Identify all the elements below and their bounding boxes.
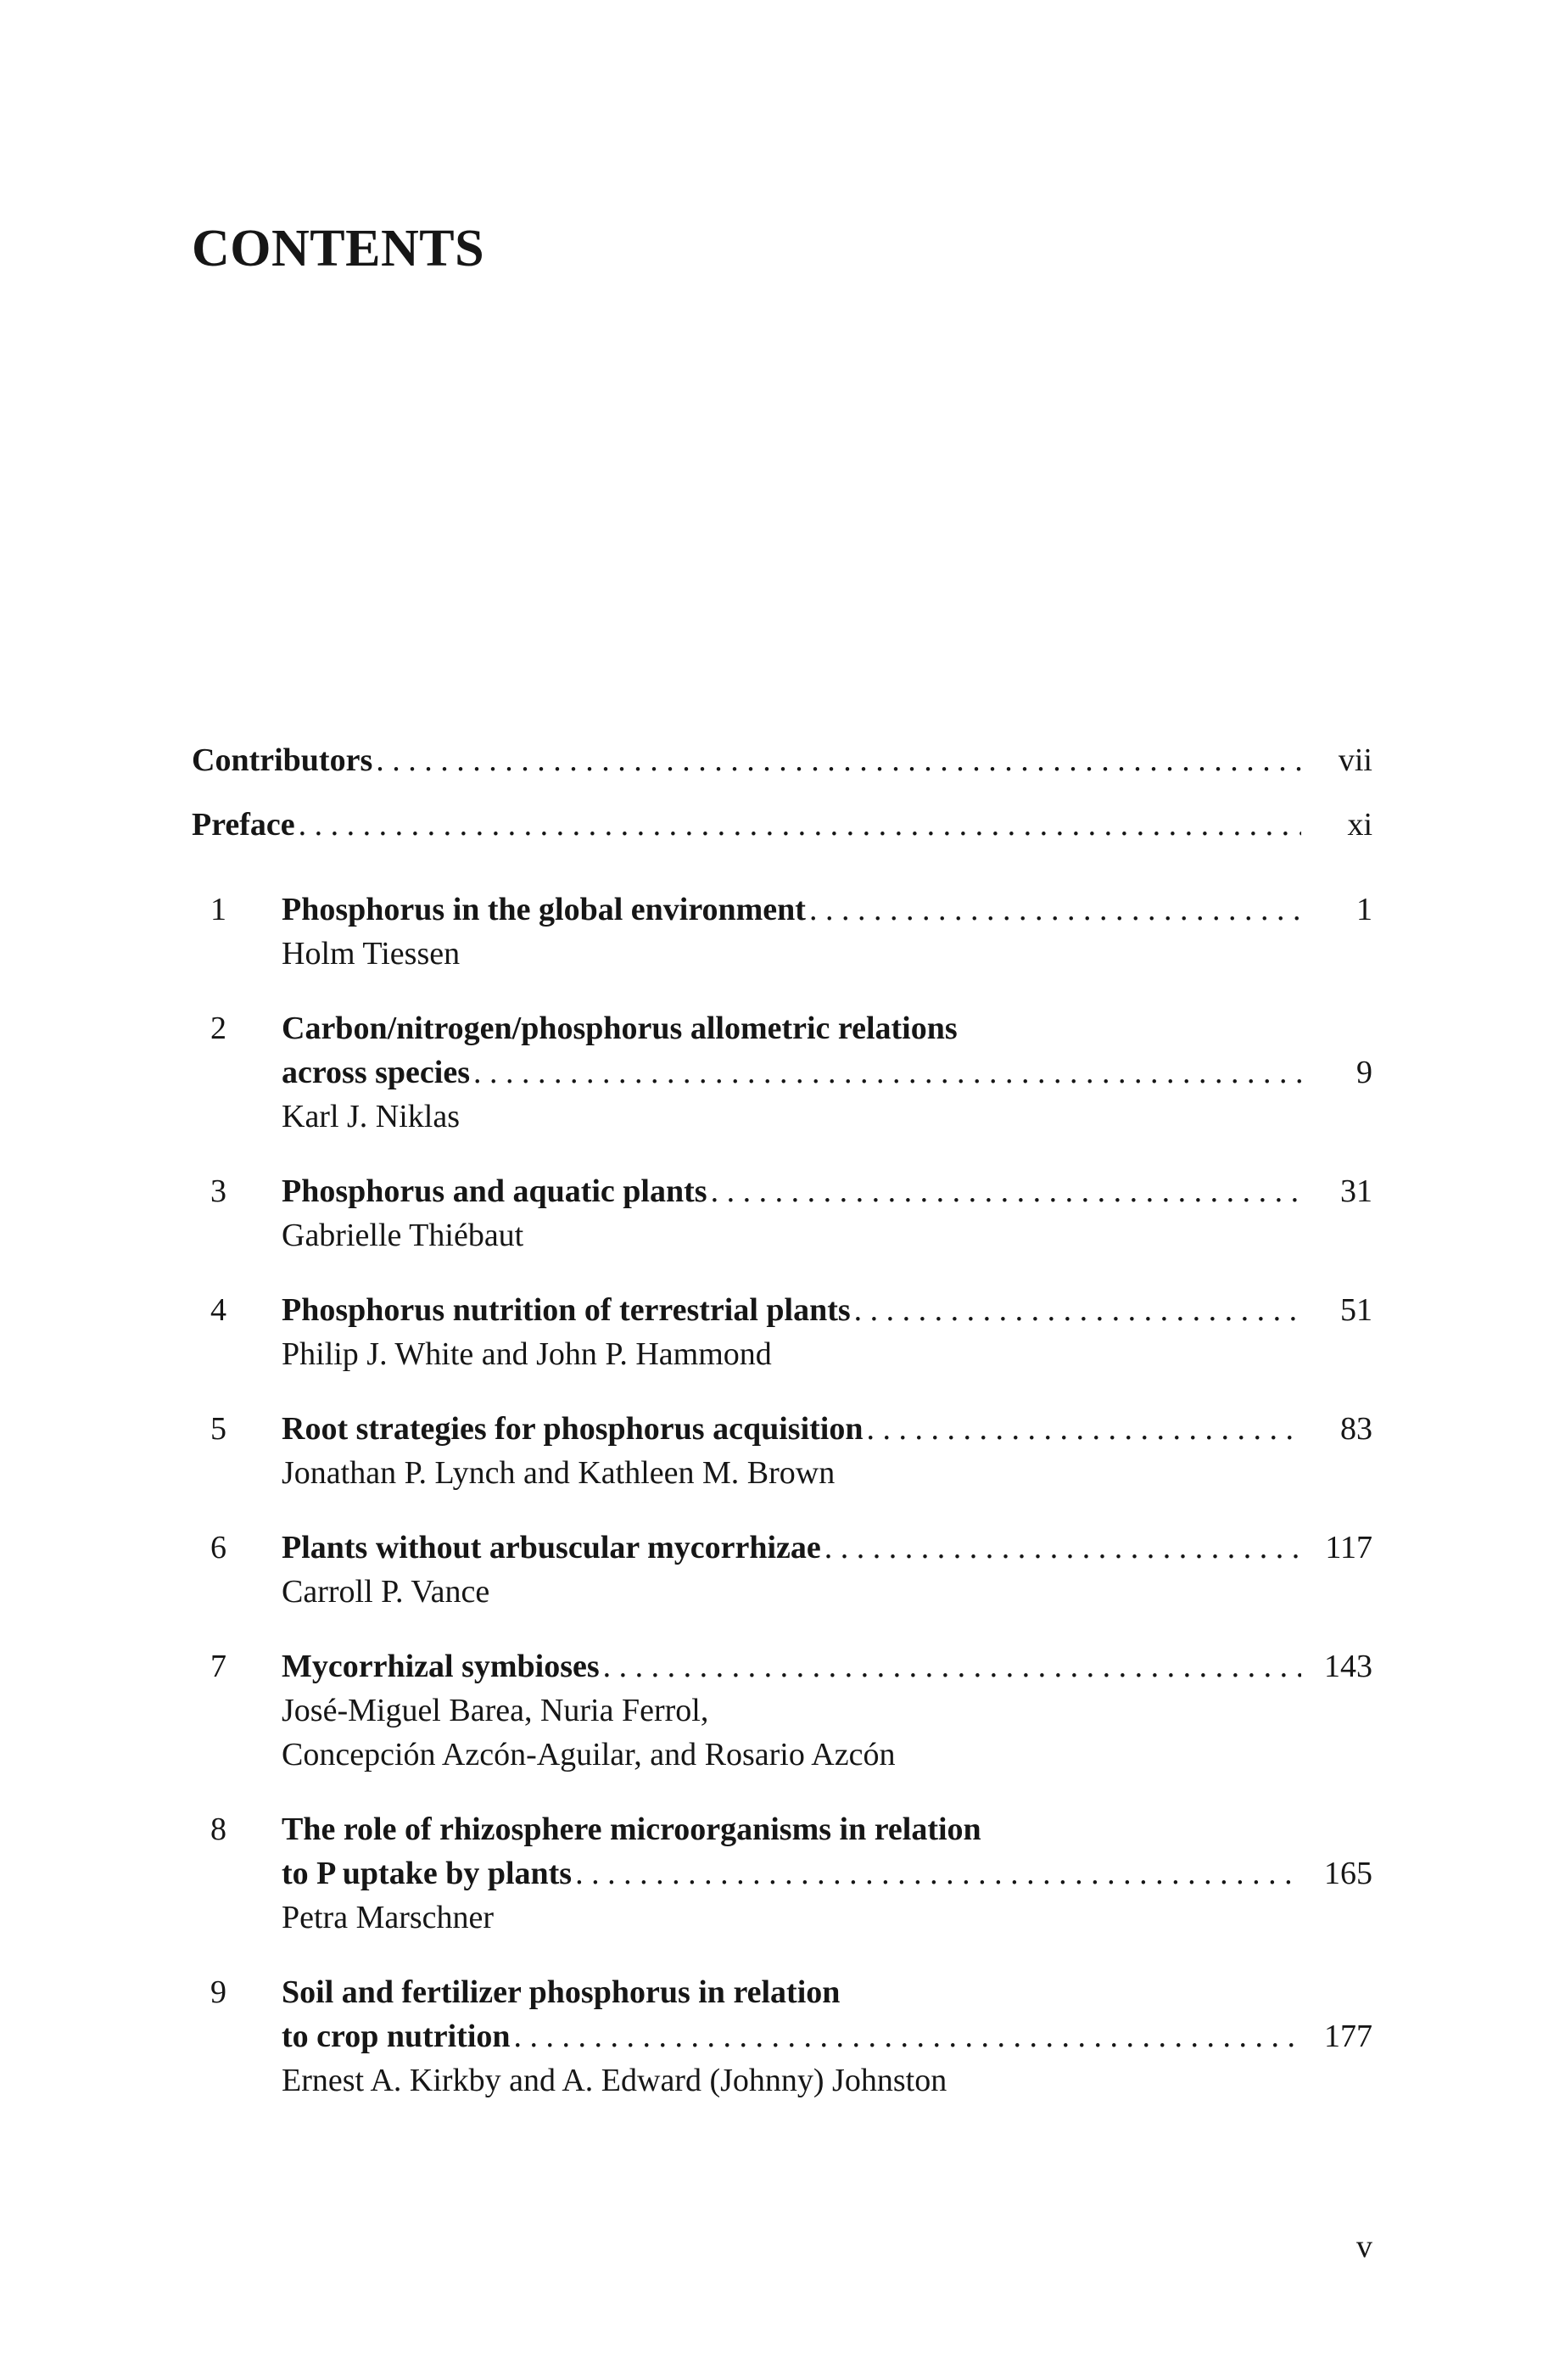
dot-leader [711, 1169, 1301, 1213]
toc-title-line [192, 738, 1372, 782]
dot-leader [854, 1288, 1301, 1332]
toc-chapter-4[interactable] [192, 1288, 1372, 1376]
chapter-author: Petra Marschner [282, 1900, 495, 1935]
toc-chapter-7[interactable] [192, 1644, 1372, 1777]
toc-entry-body [192, 1006, 1372, 1139]
toc-chapter-1[interactable] [192, 888, 1372, 976]
chapter-number: 6 [210, 1530, 226, 1565]
dot-leader [299, 803, 1301, 847]
chapter-title: Phosphorus and aquatic plants [282, 1173, 707, 1209]
dot-leader [809, 888, 1301, 932]
toc-entry-preface[interactable] [192, 803, 1372, 847]
toc-entry-body [192, 1807, 1372, 1940]
toc-page-number: 51 [1340, 1292, 1372, 1328]
toc-entry-title: Preface [192, 807, 295, 843]
toc-chapter-2[interactable] [192, 1006, 1372, 1139]
toc-entry-body [192, 1526, 1372, 1614]
toc-title-line [282, 1526, 1372, 1570]
chapter-number: 5 [210, 1411, 226, 1447]
toc-entry-body [192, 1970, 1372, 2103]
table-of-contents [192, 738, 1372, 2133]
dot-leader [866, 1407, 1301, 1451]
folio-page-number: v [1356, 2229, 1372, 2265]
toc-title-line [282, 1169, 1372, 1213]
chapter-author: Holm Tiessen [282, 936, 461, 972]
toc-chapter-5[interactable] [192, 1407, 1372, 1495]
toc-chapter-9[interactable] [192, 1970, 1372, 2103]
chapter-title: Plants without arbuscular mycorrhizae [282, 1530, 821, 1565]
chapter-title: Phosphorus nutrition of terrestrial plants [282, 1292, 851, 1328]
toc-entry-body [192, 803, 1372, 847]
toc-page-number: xi [1347, 807, 1372, 843]
toc-entry-contributors[interactable] [192, 738, 1372, 782]
toc-entry-body [192, 1288, 1372, 1376]
chapter-title: Mycorrhizal symbioses [282, 1649, 600, 1684]
chapter-number: 9 [210, 1974, 226, 2010]
toc-page-number: 83 [1340, 1411, 1372, 1447]
toc-entry-body [192, 1644, 1372, 1777]
dot-leader [824, 1526, 1301, 1570]
dot-leader [603, 1644, 1301, 1688]
chapter-author: Carroll P. Vance [282, 1574, 490, 1610]
toc-title-line [282, 888, 1372, 932]
dot-leader [575, 1851, 1301, 1896]
dot-leader [473, 1050, 1301, 1095]
toc-page-number: 1 [1356, 892, 1372, 927]
toc-page-number: 177 [1324, 2019, 1372, 2054]
toc-entry-body [192, 888, 1372, 976]
chapter-author: Ernest A. Kirkby and A. Edward (Johnny) Johnston [282, 2063, 947, 2098]
toc-page-number: 117 [1325, 1530, 1372, 1565]
chapter-title-line: Carbon/nitrogen/phosphorus allometric relations [282, 1011, 958, 1046]
chapter-title: Root strategies for phosphorus acquisition [282, 1411, 864, 1447]
chapter-title-line: Soil and fertilizer phosphorus in relation [282, 1974, 841, 2010]
page-title: CONTENTS [192, 220, 485, 277]
chapter-title-line: The role of rhizosphere microorganisms in relation [282, 1812, 981, 1847]
toc-entry-body [192, 738, 1372, 782]
chapter-author: Gabrielle Thiébaut [282, 1218, 524, 1253]
toc-page-number: 143 [1324, 1649, 1372, 1684]
toc-title-line [282, 2014, 1372, 2058]
chapter-number: 4 [210, 1292, 226, 1328]
chapter-number: 2 [210, 1011, 226, 1046]
toc-entry-title: Contributors [192, 742, 373, 778]
chapter-title: to P uptake by plants [282, 1856, 573, 1891]
toc-title-line [192, 803, 1372, 847]
toc-title-line [282, 1050, 1372, 1095]
chapter-author: Jonathan P. Lynch and Kathleen M. Brown [282, 1455, 836, 1491]
toc-page-number: 31 [1340, 1173, 1372, 1209]
toc-entry-body [192, 1407, 1372, 1495]
chapter-title: to crop nutrition [282, 2019, 511, 2054]
toc-title-line [282, 1407, 1372, 1451]
toc-title-line [282, 1644, 1372, 1688]
toc-entry-body [192, 1169, 1372, 1257]
toc-page-number: 165 [1324, 1856, 1372, 1891]
toc-chapter-6[interactable] [192, 1526, 1372, 1614]
dot-leader [376, 738, 1301, 782]
chapter-number: 1 [210, 892, 226, 927]
chapter-author: Karl J. Niklas [282, 1099, 461, 1134]
dot-leader [514, 2014, 1301, 2058]
toc-title-line [282, 1851, 1372, 1896]
toc-chapter-8[interactable] [192, 1807, 1372, 1940]
chapter-author: Concepción Azcón-Aguilar, and Rosario Azcón [282, 1737, 896, 1772]
chapter-author: José-Miguel Barea, Nuria Ferrol, [282, 1693, 709, 1728]
chapter-number: 8 [210, 1812, 226, 1847]
toc-page-number: vii [1338, 742, 1372, 778]
spacer [192, 867, 1372, 888]
chapter-title: Phosphorus in the global environment [282, 892, 806, 927]
chapter-number: 7 [210, 1649, 226, 1684]
chapter-author: Philip J. White and John P. Hammond [282, 1336, 772, 1372]
chapter-number: 3 [210, 1173, 226, 1209]
toc-page-number: 9 [1356, 1055, 1372, 1090]
chapter-title: across species [282, 1055, 470, 1090]
toc-title-line [282, 1288, 1372, 1332]
toc-chapter-3[interactable] [192, 1169, 1372, 1257]
